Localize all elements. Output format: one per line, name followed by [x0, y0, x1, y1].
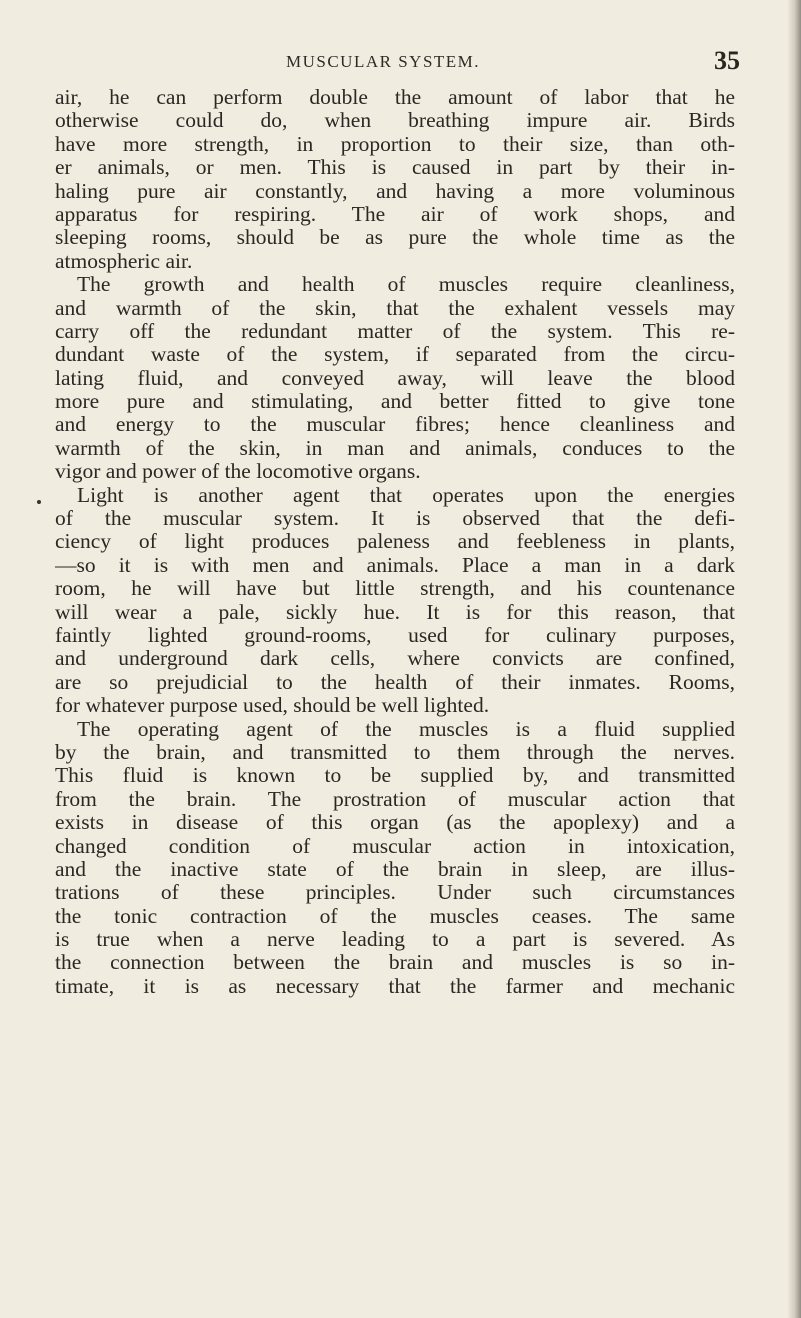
text-line: trations of these principles. Under such circumstances — [55, 881, 735, 905]
paragraph-start: The growth and health of muscles require cleanliness, — [77, 273, 735, 297]
text-line: timate, it is as necessary that the farmer and mechanic — [55, 974, 735, 998]
text-line: haling pure air constantly, and having a more voluminous — [55, 179, 735, 203]
text-line: changed condition of muscular action in intoxication, — [55, 834, 735, 858]
text-line: for whatever purpose used, should be well lighted. — [55, 694, 490, 718]
text-line: and underground dark cells, where convicts are confined, — [55, 647, 735, 671]
text-line: room, he will have but little strength, and his countenance — [55, 577, 735, 601]
page-edge-shadow — [787, 0, 801, 1318]
text-line: is true when a nerve leading to a part is severed. As — [55, 928, 735, 952]
text-line: ciency of light produces paleness and feebleness in plants, — [55, 530, 735, 554]
text-line: dundant waste of the system, if separated from the circu- — [55, 343, 735, 367]
text-line: and warmth of the skin, that the exhalent vessels may — [55, 296, 735, 320]
body-text — [55, 86, 735, 998]
text-line: apparatus for respiring. The air of work shops, and — [55, 202, 735, 226]
running-head: MUSCULAR SYSTEM. — [286, 52, 481, 71]
text-line: carry off the redundant matter of the system. This re- — [55, 319, 735, 343]
paragraph-start: The operating agent of the muscles is a fluid supplied — [77, 717, 735, 741]
paragraph-start: Light is another agent that operates upon the energies — [77, 483, 735, 507]
text-line: lating fluid, and conveyed away, will leave the blood — [55, 366, 735, 390]
page-number: 35 — [714, 46, 740, 75]
text-line: er animals, or men. This is caused in part by their in- — [55, 156, 735, 180]
text-line: and the inactive state of the brain in sleep, are illus- — [55, 857, 735, 881]
text-line: This fluid is known to be supplied by, and transmitted — [55, 764, 735, 788]
text-line: air, he can perform double the amount of labor that he — [55, 86, 735, 109]
text-line: exists in disease of this organ (as the apoplexy) and a — [55, 811, 735, 835]
margin-mark — [37, 500, 41, 504]
text-line: sleeping rooms, should be as pure the whole time as the — [55, 226, 735, 250]
text-line: atmospheric air. — [55, 249, 193, 273]
text-line: warmth of the skin, in man and animals, conduces to the — [55, 436, 735, 460]
text-line: —so it is with men and animals. Place a man in a dark — [55, 553, 735, 577]
text-line: and energy to the muscular fibres; hence cleanliness and — [55, 413, 735, 437]
text-line: the tonic contraction of the muscles ceases. The same — [55, 904, 735, 928]
text-line: from the brain. The prostration of muscular action that — [55, 787, 735, 811]
text-line: otherwise could do, when breathing impure air. Birds — [55, 109, 735, 133]
text-line: are so prejudicial to the health of their inmates. Rooms, — [55, 670, 735, 694]
text-line: more pure and stimulating, and better fitted to give tone — [55, 390, 735, 414]
text-line: will wear a pale, sickly hue. It is for this reason, that — [55, 600, 735, 624]
text-line: by the brain, and transmitted to them through the nerves. — [55, 740, 735, 764]
text-line: have more strength, in proportion to their size, than oth- — [55, 132, 735, 156]
page-header — [0, 46, 801, 80]
text-line: of the muscular system. It is observed that the defi- — [55, 507, 735, 531]
text-line: faintly lighted ground-rooms, used for culinary purposes, — [55, 623, 735, 647]
text-line: the connection between the brain and muscles is so in- — [55, 951, 735, 975]
text-line: vigor and power of the locomotive organs. — [55, 460, 421, 484]
